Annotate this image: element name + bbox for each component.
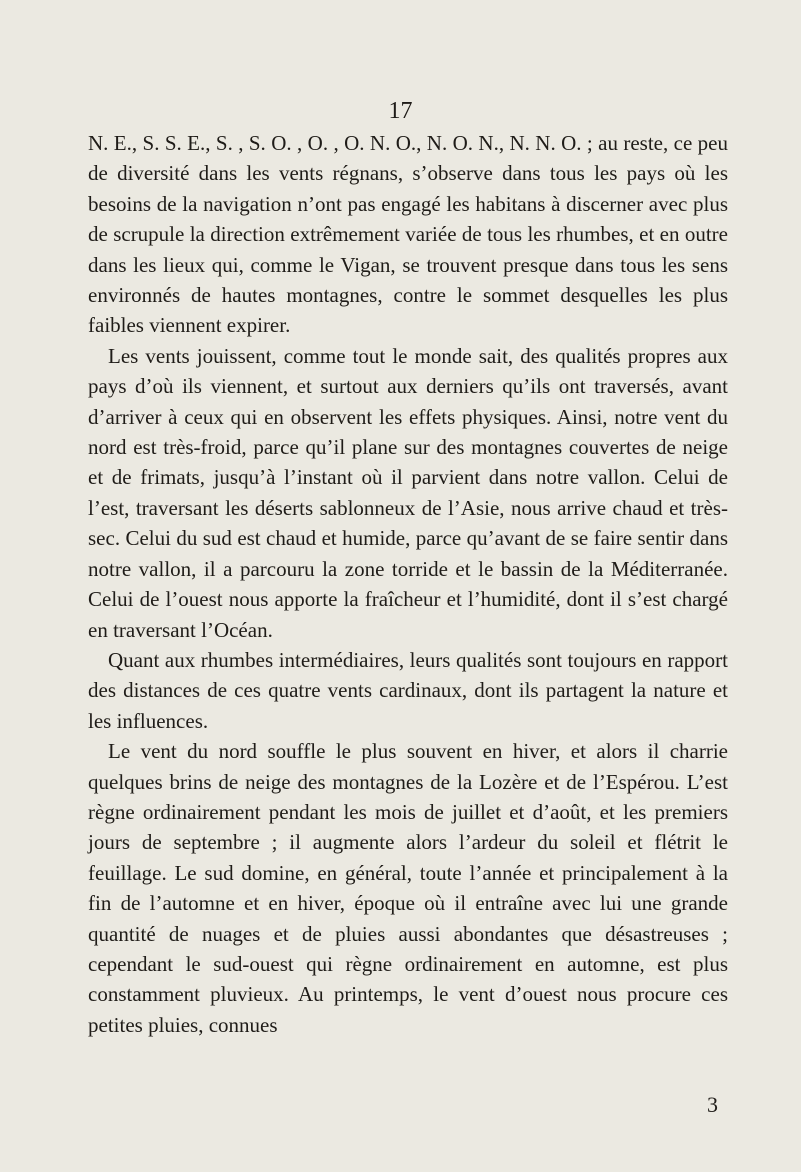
paragraph-wind-qualities: Les vents jouissent, comme tout le monde sait, des qualités propres aux pays d’où ils viennent, et surtout aux derniers qu’ils ont traversés, avant d’arriver à ceux qui en observent les effets physiques. Ainsi, notre vent du nord est très-froid, parce qu’il plane sur des montagnes couvertes de neige et de frimats, jusqu’à l’instant où il parvient dans notre vallon. Celui de l’est, traversant les déserts sablonneux de l’Asie, nous arrive chaud et très-sec. Celui du sud est chaud et humide, parce qu’avant de se faire sentir dans notre vallon, il a parcouru la zone torride et le bassin de la Méditerranée. Celui de l’ouest nous apporte la fraîcheur et l’humidité, dont il s’est chargé en traversant l’Océan. <box>88 343 728 642</box>
paragraph-intermediate-rhumbs: Quant aux rhumbes intermédiaires, leurs qualités sont toujours en rapport des distances de ces quatre vents cardinaux, dont ils partagent la nature et les influences. <box>88 647 728 733</box>
paragraph-seasonal-winds: Le vent du nord souffle le plus souvent en hiver, et alors il charrie quelques brins de neige des montagnes de la Lozère et de l’Espérou. L’est règne ordinairement pendant les mois de juillet et d’août, et les premiers jours de septembre ; il augmente alors l’ardeur du soleil et flétrit le feuillage. Le sud domine, en général, toute l’année et principalement à la fin de l’automne et en hiver, époque où il entraîne avec lui une grande quantité de nuages et de pluies aussi abondantes que désastreuses ; cependant le sud-ouest qui règne ordinairement en automne, est plus constamment pluvieux. Au printemps, le vent d’ouest nous procure ces petites pluies, connues <box>88 739 728 1037</box>
signature-mark: 3 <box>707 1092 718 1117</box>
page-number: 17 <box>388 98 413 124</box>
body-text <box>88 128 728 1040</box>
paragraph-continuation: N. E., S. S. E., S. , S. O. , O. , O. N. O., N. O. N., N. N. O. ; au reste, ce peu de diversité dans les vents régnans, s’observe dans tous les pays où les besoins de la navigation n’ont pas engagé les habitans à discerner avec plus de scrupule la direction extrêmement variée de tous les rhumbes, et en outre dans les lieux qui, comme le Vigan, se trouvent presque dans tous les sens environnés de hautes montagnes, contre le sommet desquelles les plus faibles viennent expirer. <box>88 131 728 338</box>
